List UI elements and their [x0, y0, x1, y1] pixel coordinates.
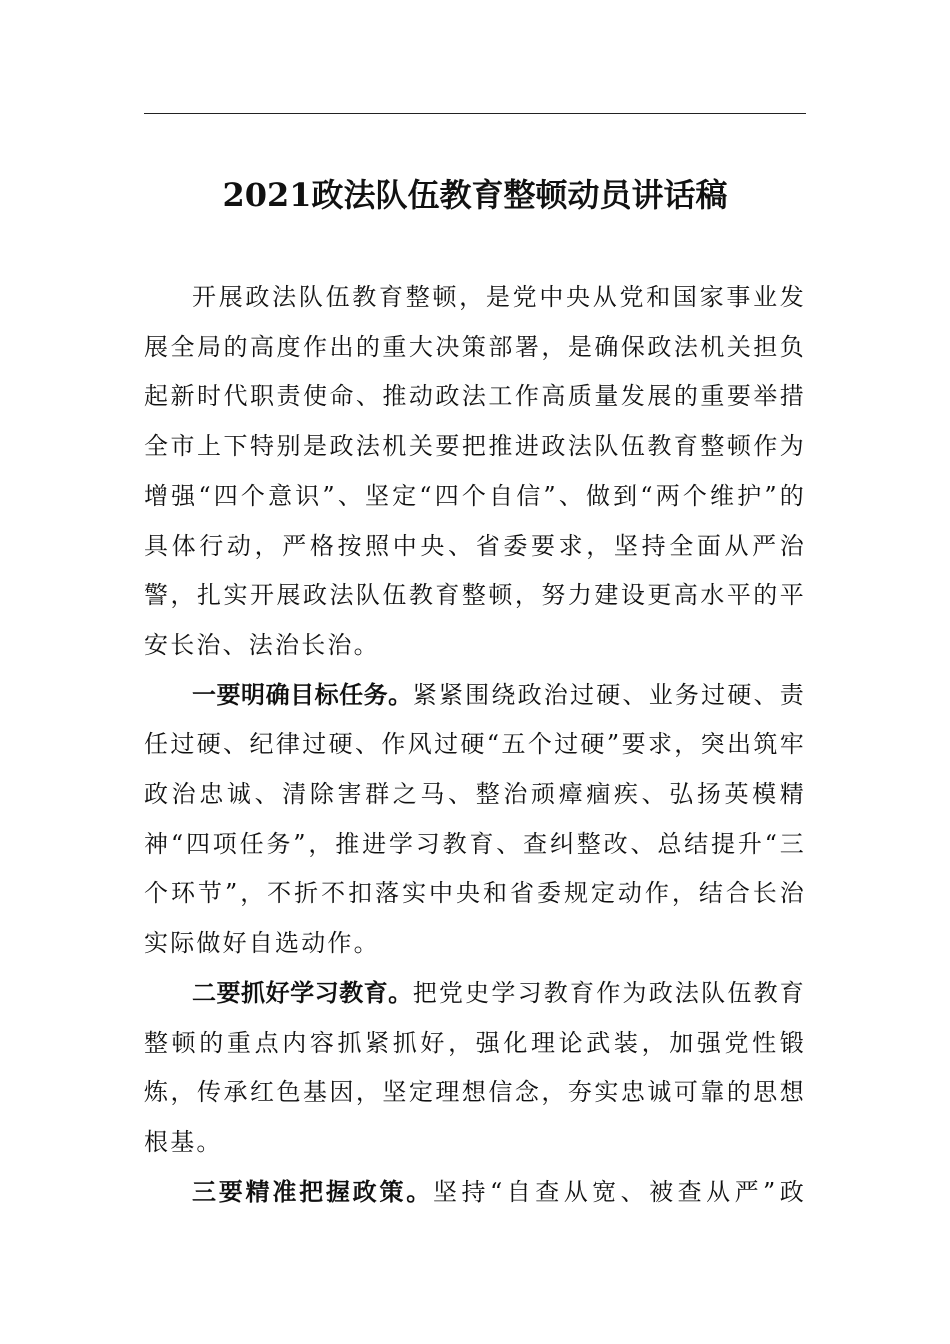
document-body — [144, 273, 806, 1217]
paragraph-lead: 一要明确目标任务。 — [192, 680, 413, 709]
paragraph-intro — [144, 273, 806, 671]
paragraph-two — [144, 969, 806, 1168]
paragraph-text: 坚持“自查从宽、被查从严”政 — [433, 1177, 807, 1206]
paragraph-lead: 二要抓好学习教育。 — [192, 978, 413, 1007]
paragraph-three — [144, 1168, 806, 1218]
header-rule — [144, 113, 806, 114]
paragraph-lead: 三要精准把握政策。 — [192, 1177, 434, 1206]
paragraph-one — [144, 671, 806, 969]
paragraph-text: 开展政法队伍教育整顿，是党中央从党和国家事业发展全局的高度作出的重大决策部署，是确保政法机关担负起新时代职责使命、推动政法工作高质量发展的重要举措全市上下特别是政法机关要把推进政法队伍教育整顿作为增强“四个意识”、坚定“四个自信”、做到“两个维护”的具体行动，严格按照中央、省委要求，坚持全面从严治警，扎实开展政法队伍教育整顿，努力建设更高水平的平安长治、法治长治。 — [144, 283, 806, 659]
paragraph-text: 紧紧围绕政治过硬、业务过硬、责任过硬、纪律过硬、作风过硬“五个过硬”要求，突出筑牢政治忠诚、清除害群之马、整治顽瘴痼疾、弘扬英模精神“四项任务”，推进学习教育、查纠整改、总结提升“三个环节”，不折不扣落实中央和省委规定动作，结合长治实际做好自选动作。 — [144, 680, 807, 958]
document-title: 2021政法队伍教育整顿动员讲话稿 — [222, 176, 728, 214]
paragraph-text: 把党史学习教育作为政法队伍教育整顿的重点内容抓紧抓好，强化理论武装，加强党性锻炼，传承红色基因，坚定理想信念，夯实忠诚可靠的思想根基。 — [144, 978, 807, 1156]
